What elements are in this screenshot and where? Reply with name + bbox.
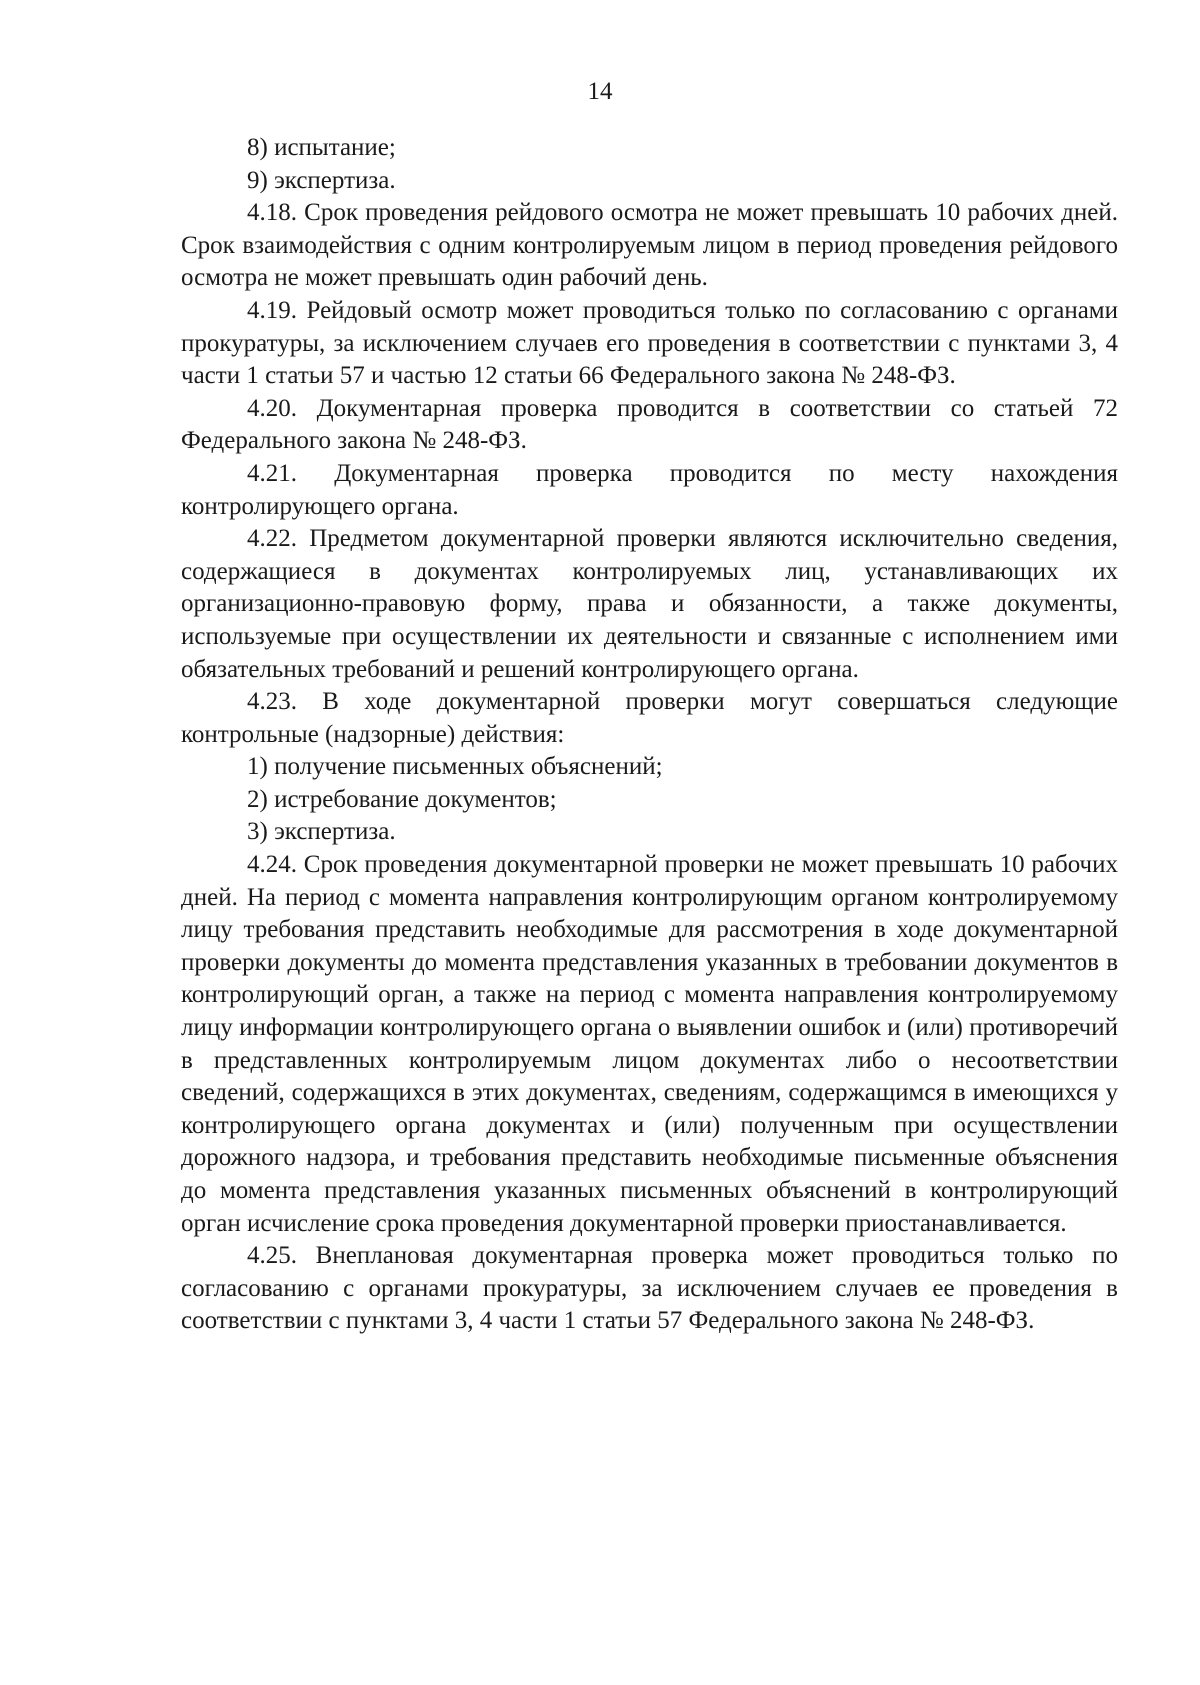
paragraph-4-21: 4.21. Документарная проверка проводится по месту нахождения контролирующего органа. [181, 459, 1118, 520]
paragraph-4-24: 4.24. Срок проведения документарной проверки не может превышать 10 рабочих дней. На период с момента направления контролирующим органом контролируемому лицу требования представить необходимые для рассмотрения в ходе документарной проверки документы до момента представления указанных в требовании документов в контролирующий орган, а также на период с момента направления контролируемому лицу информации контролирующего органа о выявлении ошибок и (или) противоречий в представленных контролируемым лицом документах либо о несоответствии сведений, содержащихся в этих документах, сведениям, содержащимся в имеющихся у контролирующего органа документах и (или) полученным при осуществлении дорожного надзора, и требования представить необходимые письменные объяснения до момента представления указанных письменных объяснений в контролирующий орган исчисление срока проведения документарной проверки приостанавливается. [181, 851, 1118, 1237]
list-item: 8) испытание; [247, 134, 396, 161]
paragraph-4-25: 4.25. Внеплановая документарная проверка может проводиться только по согласованию с органами прокуратуры, за исключением случаев ее проведения в соответствии с пунктами 3, 4 части 1 статьи 57 Федерального закона № 248-ФЗ. [181, 1242, 1118, 1335]
paragraph-4-23: 4.23. В ходе документарной проверки могут совершаться следующие контрольные (надзорные) действия: [181, 688, 1118, 748]
paragraph-4-20: 4.20. Документарная проверка проводится в соответствии со статьей 72 Федерального закона № 248-ФЗ. [181, 394, 1118, 455]
page-number: 14 [587, 78, 613, 105]
list-item: 1) получение письменных объяснений; [247, 753, 663, 781]
list-item: 2) истребование документов; [247, 785, 557, 813]
paragraph-4-22: 4.22. Предметом документарной проверки являются исключительно сведения, содержащиеся в документах контролируемых лиц, устанавливающих их организационно-правовую форму, права и обязанности, а также документы, используемые при осуществлении их деятельности и связанные с исполнением ими обязательных требований и решений контролирующего органа. [181, 525, 1118, 683]
paragraph-4-18: 4.18. Срок проведения рейдового осмотра не может превышать 10 рабочих дней. Срок взаимодействия с одним контролируемым лицом в период проведения рейдового осмотра не может превышать один рабочий день. [181, 199, 1118, 292]
list-item: 9) экспертиза. [247, 166, 396, 194]
document-body [181, 132, 1118, 1338]
list-item: 3) экспертиза. [247, 818, 396, 846]
paragraph-4-19: 4.19. Рейдовый осмотр может проводиться только по согласованию с органами прокуратуры, за исключением случаев его проведения в соответствии с пунктами 3, 4 части 1 статьи 57 и частью 12 статьи 66 Федерального закона № 248-ФЗ. [181, 296, 1118, 390]
